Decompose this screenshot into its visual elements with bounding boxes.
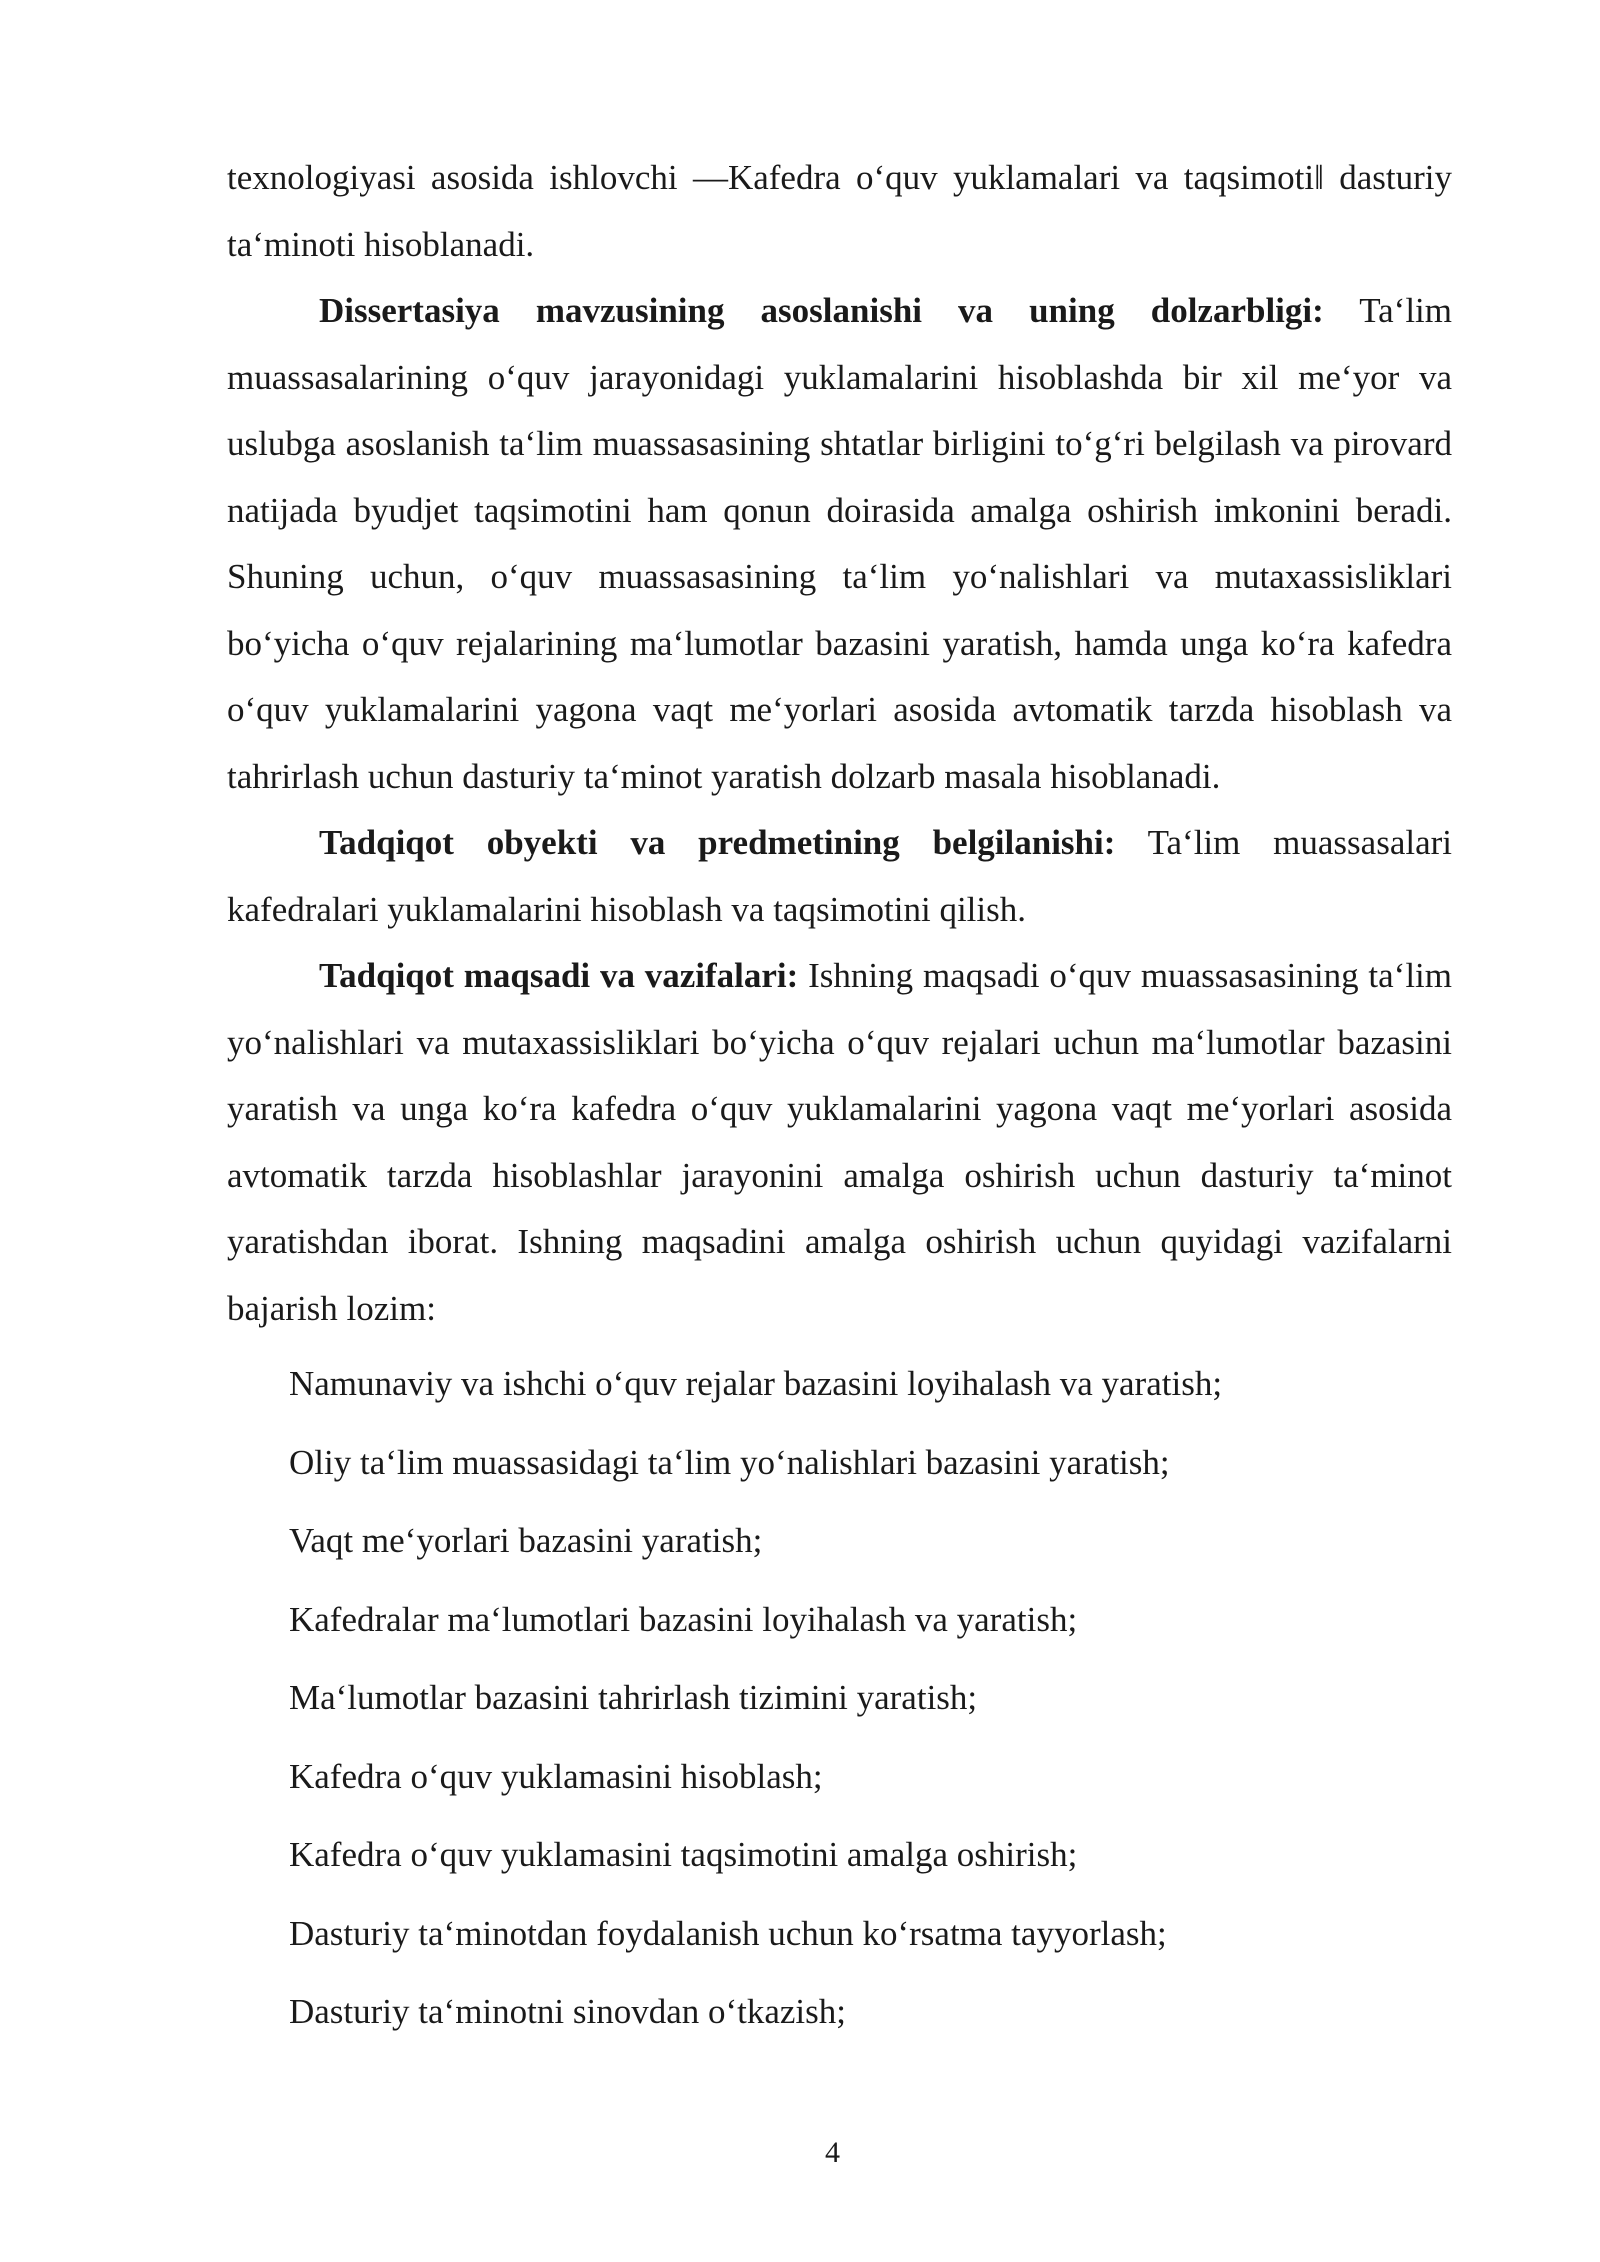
intro-paragraph: texnologiyasi asosida ishlovchi —Kafedra o‘quv yuklamalari va taqsimoti‖ dasturiy ta‘minoti hisoblanadi. bbox=[227, 158, 1452, 264]
page-number: 4 bbox=[825, 2136, 840, 2169]
object-text: Ta‘lim muassasalari kafedralari yuklamalarini hisoblash va taqsimotini qilish. bbox=[227, 823, 1452, 929]
document-page bbox=[227, 145, 1452, 2067]
list-item: Dasturiy ta‘minotdan foydalanish uchun ko‘rsatma tayyorlash; bbox=[289, 1913, 1167, 1953]
relevance-heading: Dissertasiya mavzusining asoslanishi va uning dolzarbligi: bbox=[319, 291, 1324, 330]
list-item: Namunaviy va ishchi o‘quv rejalar bazasini loyihalash va yaratish; bbox=[289, 1364, 1223, 1403]
goals-paragraph bbox=[227, 943, 1452, 1342]
list-item: Dasturiy ta‘minotni sinovdan o‘tkazish; bbox=[289, 1992, 846, 2031]
list-item: Vaqt me‘yorlari bazasini yaratish; bbox=[289, 1521, 763, 1560]
task-list bbox=[227, 1360, 1452, 2036]
relevance-paragraph bbox=[227, 278, 1452, 810]
list-item: Ma‘lumotlar bazasini tahrirlash tizimini yaratish; bbox=[289, 1678, 978, 1717]
list-item: Kafedralar ma‘lumotlari bazasini loyihalash va yaratish; bbox=[289, 1599, 1078, 1639]
object-paragraph bbox=[227, 810, 1452, 943]
object-heading: Tadqiqot obyekti va predmetining belgilanishi: bbox=[319, 823, 1116, 862]
list-item: Oliy ta‘lim muassasidagi ta‘lim yo‘nalishlari bazasini yaratish; bbox=[289, 1442, 1170, 1482]
goals-heading: Tadqiqot maqsadi va vazifalari: bbox=[319, 956, 799, 995]
goals-text: Ishning maqsadi o‘quv muassasasining ta‘lim yo‘nalishlari va mutaxassisliklari bo‘yicha o‘quv rejalari uchun ma‘lumotlar bazasini yaratish va unga ko‘ra kafedra o‘quv yuklamalarini yagona vaqt me‘yorlari asosida avtomatik tarzda hisoblashlar jarayonini amalga oshirish uchun dasturiy ta‘minot yaratishdan iborat. Ishning maqsadini amalga oshirish uchun quyidagi vazifalarni bajarish lozim: bbox=[227, 956, 1453, 1328]
list-item: Kafedra o‘quv yuklamasini hisoblash; bbox=[289, 1756, 823, 1796]
relevance-text: Ta‘lim muassasalarining o‘quv jarayonidagi yuklamalarini hisoblashda bir xil me‘yor va uslubga asoslanish ta‘lim muassasasining shtatlar birligini to‘g‘ri belgilash va pirovard natijada byudjet taqsimotini ham qonun doirasida amalga oshirish imkonini beradi. Shuning uchun, o‘quv muassasasining ta‘lim yo‘nalishlari va mutaxassisliklari bo‘yicha o‘quv rejalarining ma‘lumotlar bazasini yaratish, hamda unga ko‘ra kafedra o‘quv yuklamalarini yagona vaqt me‘yorlari asosida avtomatik tarzda hisoblash va tahrirlash uchun dasturiy ta‘minot yaratish dolzarb masala hisoblanadi. bbox=[227, 291, 1452, 796]
list-item: Kafedra o‘quv yuklamasini taqsimotini amalga oshirish; bbox=[289, 1835, 1078, 1874]
